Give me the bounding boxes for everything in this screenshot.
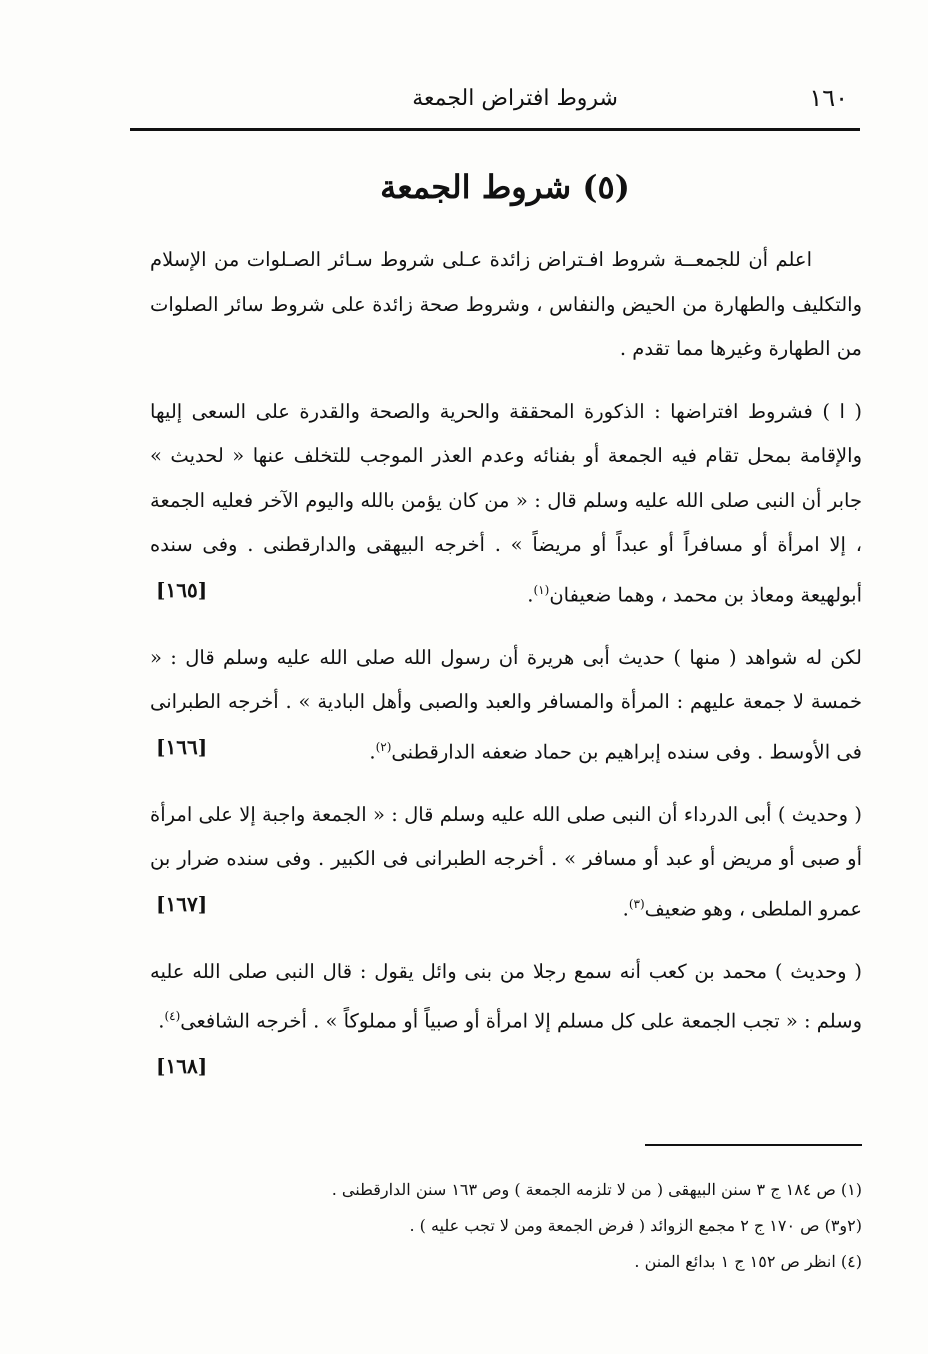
- paragraph-text: ( ا ) فشروط افتراضها : الذكورة المحققة والحرية والصحة والقدرة على السعى إليها والإقامة بمحل تقام فيه الجمعة أو بفنائه وعدم العذر الموجب للتخلف عنها « لحديث » جابر أن النبى صلى الله عليه وسلم قال : « من كان يؤمن بالله واليوم الآخر فعليه الجمعة ، إلا امرأة أو مسافراً أو عبداً أو مريضاً » . أخرجه البيهقى والدارقطنى . وفى سنده أبولهيعة ومعاذ بن محمد ، وهما ضعيفان: [150, 399, 862, 606]
- footnote-rule: [645, 1144, 862, 1146]
- paragraph-hadith-jabir: ( ا ) فشروط افتراضها : الذكورة المحققة والحرية والصحة والقدرة على السعى إليها والإقامة بمحل تقام فيه الجمعة أو بفنائه وعدم العذر الموجب للتخلف عنها « لحديث » جابر أن النبى صلى الله عليه وسلم قال : « من كان يؤمن بالله واليوم الآخر فعليه الجمعة ، إلا امرأة أو مسافراً أو عبداً أو مريضاً » . أخرجه البيهقى والدارقطنى . وفى سنده أبولهيعة ومعاذ بن محمد ، وهما ضعيفان$^{(١)}$. [١٦٥]: [150, 390, 862, 618]
- hadith-reference-number: [١٦٦]: [156, 734, 208, 759]
- paragraph-intro: [150, 238, 862, 372]
- hadith-reference-number: [١٦٨]: [156, 1054, 208, 1078]
- paragraph-text: ( وحديث ) محمد بن كعب أنه سمع رجلا من بنى وائل يقول : قال النبى صلى الله عليه وسلم : « تجب الجمعة على كل مسلم إلا امرأة أو صبياً أو مملوكاً » . أخرجه الشافعى: [150, 959, 862, 1033]
- paragraph-hadith-muhammad-bin-kab: ( وحديث ) محمد بن كعب أنه سمع رجلا من بنى وائل يقول : قال النبى صلى الله عليه وسلم : « تجب الجمعة على كل مسلم إلا امرأة أو صبياً أو مملوكاً » . أخرجه الشافعى$^{(٤)}$. [١٦٨]: [150, 950, 862, 1045]
- paragraph-text: ( وحديث ) أبى الدرداء أن النبى صلى الله عليه وسلم قال : « الجمعة واجبة إلا على امرأة أو صبى أو مريض أو عبد أو مسافر » . أخرجه الطبرانى فى الكبير . وفى سنده ضرار بن عمرو الملطى ، وهو ضعيف: [150, 802, 862, 920]
- footnote: (١) ص ١٨٤ ج ٣ سنن البيهقى ( من لا تلزمه الجمعة ) وص ١٦٣ سنن الدارقطنى .: [331, 1180, 862, 1199]
- footnote-marker: (٤): [164, 1009, 181, 1023]
- body-text: [150, 238, 862, 1089]
- running-header: [130, 80, 848, 120]
- footnote-marker: (١): [533, 582, 550, 597]
- paragraph-text: اعلم أن للجمعــة شروط افـتراض زائدة عـلى شروط سـائر الصـلوات من الإسلام والتكليف والطهارة من الحيض والنفاس ، وشروط صحة زائدة على شروط سائر الصلوات من الطهارة وغيرها مما تقدم .: [150, 248, 862, 360]
- paragraph-text: لكن له شواهد ( منها ) حديث أبى هريرة أن رسول الله صلى الله عليه وسلم قال : « خمسة لا جمعة عليهم : المرأة والمسافر والعبد والصبى وأهل البادية » . أخرجه الطبرانى فى الأوسط . وفى سنده إبراهيم بن حماد ضعفه الدارقطنى: [150, 645, 862, 763]
- chapter-title: (٥) شروط الجمعة: [380, 168, 630, 206]
- page-number: ١٦٠: [809, 84, 848, 112]
- paragraph-hadith-abu-hurayra: لكن له شواهد ( منها ) حديث أبى هريرة أن رسول الله صلى الله عليه وسلم قال : « خمسة لا جمعة عليهم : المرأة والمسافر والعبد والصبى وأهل البادية » . أخرجه الطبرانى فى الأوسط . وفى سنده إبراهيم بن حماد ضعفه الدارقطنى$^{(٢)}$. [١٦٦]: [150, 636, 862, 775]
- hadith-reference-number: [١٦٥]: [156, 577, 208, 602]
- hadith-reference-number: [١٦٧]: [156, 891, 208, 916]
- footnote-marker: (٣): [628, 896, 645, 911]
- footnote-marker: (٢): [375, 739, 392, 754]
- header-rule: [130, 128, 860, 131]
- footnote: (٤) انظر ص ١٥٢ ج ١ بدائع المنن .: [634, 1252, 862, 1271]
- running-header-title: شروط افتراض الجمعة: [412, 86, 618, 111]
- footnotes: [150, 1172, 862, 1280]
- paragraph-hadith-abu-darda: ( وحديث ) أبى الدرداء أن النبى صلى الله عليه وسلم قال : « الجمعة واجبة إلا على امرأة أو صبى أو مريض أو عبد أو مسافر » . أخرجه الطبرانى فى الكبير . وفى سنده ضرار بن عمرو الملطى ، وهو ضعيف$^{(٣)}$. [١٦٧]: [150, 793, 862, 932]
- footnote: (٢و٣) ص ١٧٠ ج ٢ مجمع الزوائد ( فرض الجمعة ومن لا تجب عليه ) .: [409, 1216, 862, 1235]
